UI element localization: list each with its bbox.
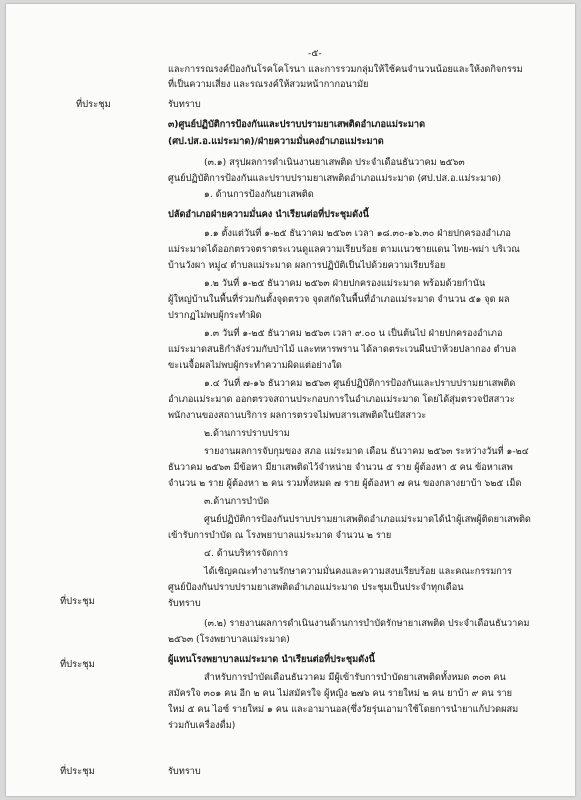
text-line: รับทราบ (168, 766, 201, 777)
text-line: ๑.๔ วันที่ ๗-๑๖ ธันวาคม ๒๕๖๓ ศูนย์ปฏิบัติการป้องกันและปราบปรามยาเสพติด (204, 378, 516, 389)
page-number: -๕- (308, 48, 322, 59)
text-line: ๑. ด้านการป้องกันยาเสพติด (204, 189, 314, 200)
text-line: สำหรับการบำบัดเดือนธันวาคม มีผู้เข้ารับการบำบัดยาเสพติดทั้งหมด ๓๐๓ คน (204, 672, 506, 683)
text-line: ปรากฏไม่พบผู้กระทำผิด (168, 310, 262, 321)
text-line: สมัครใจ ๓๐๑ คน อีก ๒ คน ไม่สมัครใจ ผู้หญิง ๒๗๖ คน รายใหม่ ๒ คน ยาบ้า ๙ คน ราย (168, 688, 513, 699)
text-line: เข้ารับการบำบัด ณ โรงพยาบาลแม่ระมาด จำนวน ๒ ราย (168, 530, 392, 541)
presenter-line: ผู้แทนโรงพยาบาลแม่ระมาด นำเรียนต่อที่ประชุมดังนี้ (168, 654, 375, 665)
text-line: ใหม่ ๕ คน ไอซ์ รายใหม่ ๑ คน และอามานอล(ซึ่งวัยรุ่นเอามาใช้โดยการนำยาแก้ปวดผสม (168, 704, 519, 715)
text-line: (๓.๑) สรุปผลการดำเนินงานยาเสพติด ประจำเดือนธันวาคม ๒๕๖๓ (204, 157, 465, 168)
section-heading: (ศป.ปส.อ.แม่ระมาด)/ฝ่ายความมั่นคงอำเภอแม่ระมาด (168, 136, 384, 147)
text-line: ๔. ด้านบริหารจัดการ (204, 548, 289, 559)
text-line: อำเภอแม่ระมาด ออกตรวจสถานประกอบการในอำเภอแม่ระมาด โดยได้สุ่มตรวจปัสสาวะ (168, 394, 515, 405)
text-line: (๓.๒) รายงานผลการดำเนินงานด้านการบำบัดรักษายาเสพติด ประจำเดือนธันวาคม (204, 618, 530, 629)
text-line: รายงานผลการจับกุมของ สภอ แม่ระมาด เดือน ธันวาคม ๒๕๖๓ ระหว่างวันที่ ๑-๒๔ (204, 446, 529, 457)
text-line: ๓.ด้านการบำบัด (204, 496, 270, 507)
text-line: และการรณรงค์ป้องกันโรคโคโรนา และการรวมกลุ่มให้ใช้คนจำนวนน้อยและให้งดกิจกรรม (168, 64, 523, 75)
text-line: แม่ระมาดได้ออกตรวจตราตระเวนดูแลความเรียบร้อย ตามแนวชายแดน ไทย-พม่า บริเวณ (168, 244, 520, 255)
text-line: บ้านวังผา หมู่๔ ตำบลแม่ระมาด ผลการปฏิบัติเป็นไปด้วยความเรียบร้อย (168, 260, 446, 271)
text-line: ๒๕๖๓ (โรงพยาบาลแม่ระมาด) (168, 634, 290, 645)
text-line: ๒.ด้านการปราบปราม (204, 428, 290, 439)
text-line: ร่วมกับเครื่องดื่ม) (168, 720, 236, 731)
document-page (6, 4, 575, 796)
text-line: ผู้ใหญ่บ้านในพื้นที่ร่วมกันตั้งจุดตรวจ จุดสกัดในพื้นที่อำเภอแม่ระมาด จำนวน ๕๑ จุด ผล (168, 294, 510, 305)
text-line: พนักงานของสถานบริการ ผลการตรวจไม่พบสารเสพติดในปัสสาวะ (168, 410, 427, 421)
text-line: ศูนย์ป้องกันปราบปรามยาเสพติดอำเภอแม่ระมาด ประชุมเป็นประจำทุกเดือน (168, 582, 464, 593)
section-heading: ๓)ศูนย์ปฏิบัติการป้องกันและปราบปรามยาเสพติดอำเภอแม่ระมาด (168, 119, 426, 130)
text-line: ขะเนจื้อผลไม่พบผู้กระทำความผิดแต่อย่างใด (168, 360, 342, 371)
text-line: ๑.๑ ตั้งแต่วันที่ ๑-๒๕ ธันวาคม ๒๕๖๓ เวลา ๑๘.๓๐-๑๖.๓๐ ฝ่ายปกครองอำเภอ (204, 228, 511, 239)
text-line: แม่ระมาดสนธิกำลังร่วมกับป่าไม้ และทหารพราน ได้ลาดตระเวนผืนป่าห้วยปลากอง ตำบล (168, 344, 517, 355)
meeting-label: ที่ประชุม (76, 99, 111, 110)
text-line: จำนวน ๒ ราย ผู้ต้องหา ๒ คน รวมทั้งหมด ๗ ราย ผู้ต้องหา ๗ คน ของกลางยาบ้า ๖๒๕ เม็ด (168, 478, 522, 489)
meeting-label: ที่ประชุม (60, 659, 95, 670)
text-line: รับทราบ (168, 99, 201, 110)
text-line: รับทราบ (168, 598, 201, 609)
text-line: ที่เป็นความเสี่ยง และรณรงค์ให้สวมหน้ากากอนามัย (168, 79, 369, 90)
text-line: ธันวาคม ๒๕๖๓ มีข้อหา มียาเสพติดไว้จำหน่าย จำนวน ๕ ราย ผู้ต้องหา ๕ คน ข้อหาเสพ (168, 462, 513, 473)
text-line: ได้เชิญคณะทำงานรักษาความมั่นคงและความสงบเรียบร้อย และคณะกรรมการ (204, 566, 512, 577)
meeting-label: ที่ประชุม (60, 596, 95, 607)
text-line: ศูนย์ปฏิบัติการป้องกันและปราบปรามยาเสพติดอำเภอแม่ระมาด (ศป.ปส.อ.แม่ระมาด) (168, 173, 502, 184)
meeting-label: ที่ประชุม (60, 766, 95, 777)
text-line: ศูนย์ปฏิบัติการป้องกันปราบปรามยาเสพติดอำเภอแม่ระมาดได้นำผู้เสพผู้ติดยาเสพติด (204, 514, 531, 525)
text-line: ๑.๓ วันที่ ๑-๒๕ ธันวาคม ๒๕๖๓ เวลา ๙.๐๐ น เป็นต้นไป ฝ่ายปกครองอำเภอ (204, 328, 503, 339)
text-line: ๑.๒ วันที่ ๑-๒๕ ธันวาคม ๒๕๖๓ ฝ่ายปกครองแม่ระมาด พร้อมด้วยกำนัน (204, 278, 486, 289)
presenter-line: ปลัดอำเภอฝ่ายความมั่นคง นำเรียนต่อที่ประชุมดังนี้ (168, 209, 369, 220)
